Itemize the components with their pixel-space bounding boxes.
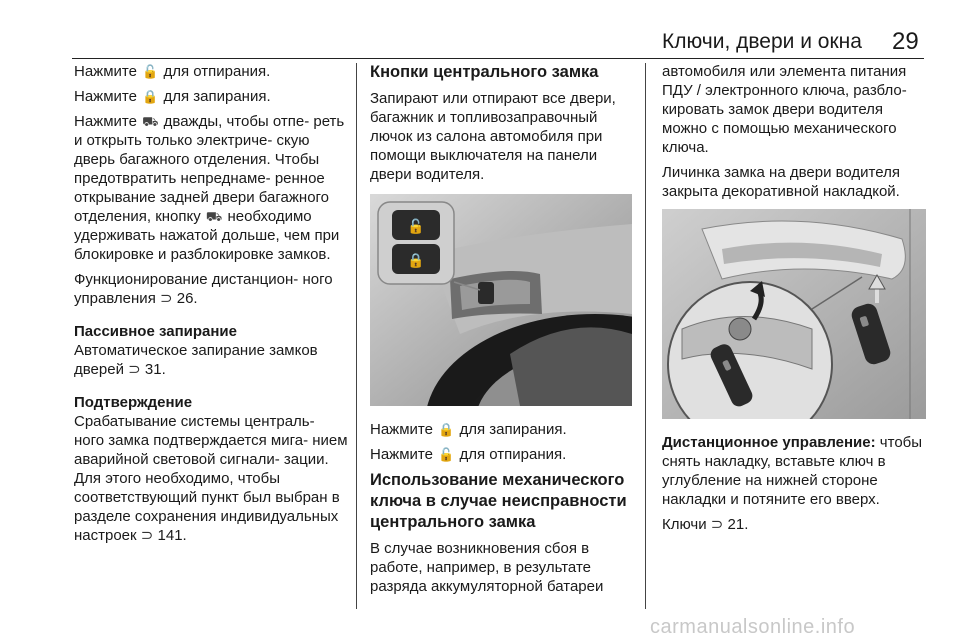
paragraph-remote-ref: Функционирование дистанцион- ного управления ⊃ 26.: [74, 271, 333, 307]
door-handle-key-illustration: [662, 209, 926, 419]
paragraph-unlock-2: Нажмите 🔓 для отпирания.: [370, 446, 567, 463]
heading-passive: Пассивное запирание: [74, 323, 237, 340]
lock-icon: 🔒: [438, 422, 455, 437]
paragraph-mechanical-key: В случае возникновения сбоя в работе, например, в результате разряда аккумуляторной батареи: [370, 540, 604, 595]
paragraph-remote-control: Дистанционное управление: чтобы снять накладку, вставьте ключ в углубление на нижней стороне накладки и потяните его вверх.: [662, 434, 923, 508]
page-ref-link[interactable]: 31.: [144, 361, 166, 378]
unlock-icon: 🔓: [142, 64, 159, 79]
column-divider-2: [645, 63, 646, 609]
door-switch-illustration: [370, 194, 632, 406]
header-rule: [72, 58, 924, 59]
heading-lock-buttons: Кнопки центрального замка: [370, 63, 599, 81]
paragraph-continued: автомобиля или элемента питания ПДУ / электронного ключа, разбло- кировать замок двери водителя можно с помощью механического ключа.: [662, 63, 907, 156]
paragraph-lock: Нажмите 🔒 для запирания.: [74, 88, 271, 105]
watermark: carmanualsonline.info: [650, 616, 856, 638]
tailgate-icon: ⛟: [205, 209, 223, 224]
column-1: [74, 62, 348, 551]
svg-text:🔓: 🔓: [407, 219, 425, 235]
paragraph-tailgate: Нажмите ⛟ дважды, чтобы отпе- реть и открыть только электриче- скую дверь багажного отделения. Чтобы предотвратить непреднаме- ренное открывание задней двери багажного отделения, кнопку ⛟ необходимо удерживать нажатой дольше, чем при блокировке и разблокировке замков.: [74, 113, 345, 263]
ref-icon: ⊃: [140, 527, 154, 544]
paragraph-lock-buttons: Запирают или отпирают все двери, багажник и топливозаправочный лючок из салона автомобиля при помощи выключателя на панели двери водителя.: [370, 90, 616, 183]
ref-icon: ⊃: [710, 516, 724, 533]
lock-icon: 🔒: [142, 89, 159, 104]
ref-icon: ⊃: [159, 290, 173, 307]
page-ref-link[interactable]: 141.: [157, 527, 187, 544]
heading-mechanical-key: Использование механического ключа в случае неисправности центрального замка: [370, 471, 627, 531]
page-header: [0, 30, 960, 60]
column-3: [662, 62, 926, 540]
page-ref-link[interactable]: 26.: [176, 290, 198, 307]
paragraph-lock-cylinder: Личинка замка на двери водителя закрыта декоративной накладкой.: [662, 164, 900, 200]
tailgate-icon: ⛟: [142, 114, 159, 129]
header-title: Ключи, двери и окна: [662, 30, 862, 53]
paragraph-lock-2: Нажмите 🔒 для запирания.: [370, 421, 567, 438]
column-divider-1: [356, 63, 357, 609]
column-2: [370, 62, 632, 602]
paragraph-unlock: Нажмите 🔓 для отпирания.: [74, 63, 271, 80]
section-confirm: Подтверждение Срабатывание системы централь- ного замка подтверждается мига- нием аварийной световой сигнали- зации. Для этого необходимо, чтобы соответствующий пункт был выбран в разделе сохранения индивидуальных настроек ⊃ 141.: [74, 394, 348, 544]
page-ref-link[interactable]: 21.: [727, 516, 749, 533]
page-number: 29: [892, 28, 919, 55]
label-remote-control: Дистанционное управление:: [662, 434, 876, 451]
svg-text:🔒: 🔒: [407, 253, 425, 269]
heading-confirm: Подтверждение: [74, 394, 193, 411]
unlock-icon: 🔓: [438, 447, 455, 462]
ref-icon: ⊃: [128, 361, 141, 378]
paragraph-keys-ref: Ключи ⊃ 21.: [662, 516, 749, 533]
section-passive: Пассивное запирание Автоматическое запирание замков дверей ⊃ 31.: [74, 322, 348, 379]
